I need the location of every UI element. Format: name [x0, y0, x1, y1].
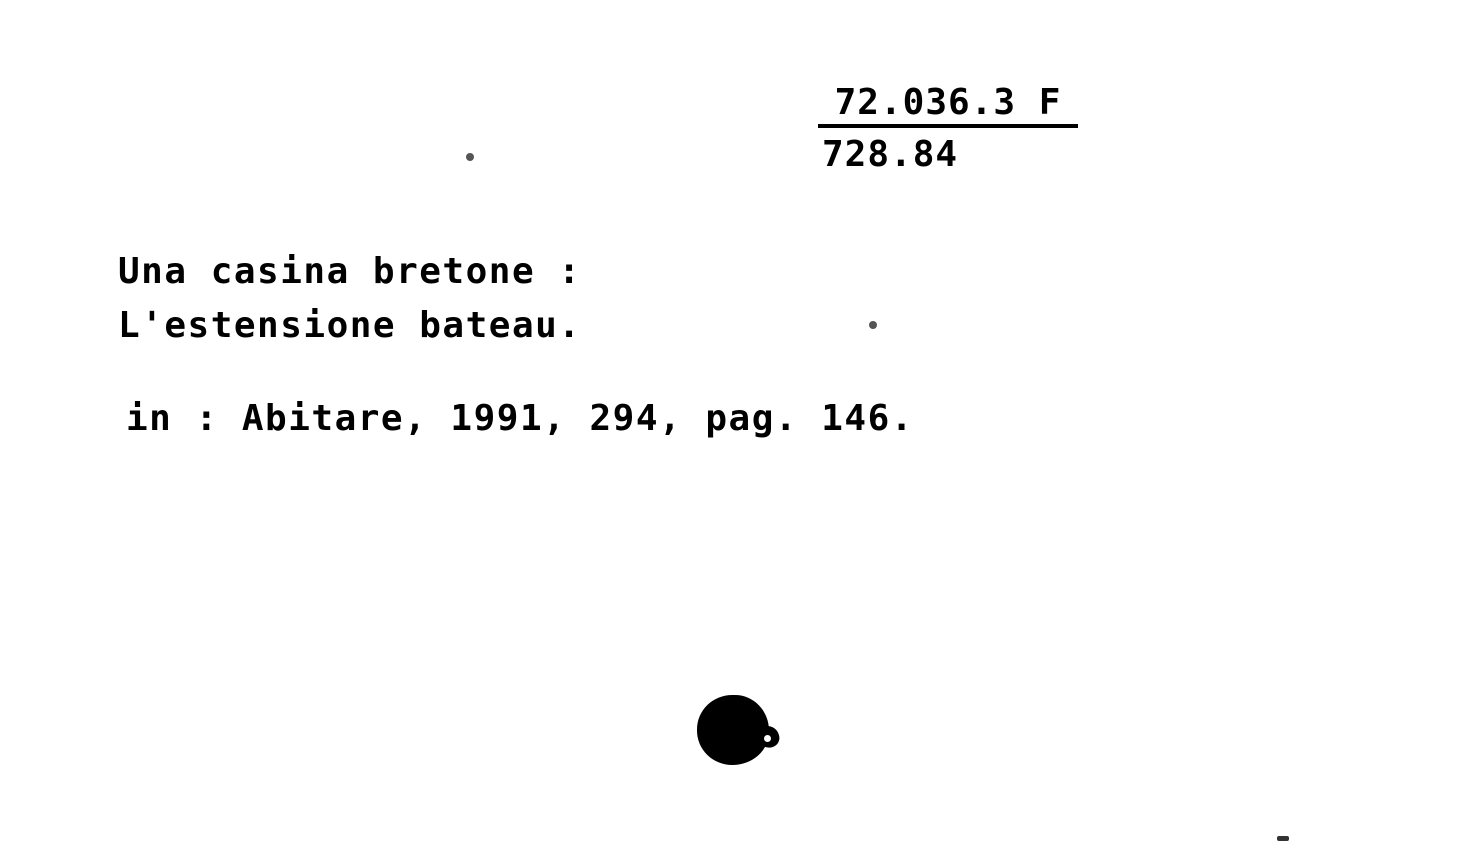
call-number-main: 72.036.3 F [818, 84, 1078, 128]
source-citation: in : Abitare, 1991, 294, pag. 146. [126, 398, 914, 439]
ink-blob-highlight-artifact [764, 735, 771, 742]
dust-speck-middle-artifact [869, 321, 877, 329]
title-line-2: L'estensione bateau. [118, 305, 582, 346]
dust-speck-top-artifact [466, 153, 474, 161]
title-line-1: Una casina bretone : [118, 251, 582, 292]
call-number-sub: 728.84 [822, 133, 959, 175]
call-number-block [818, 84, 1078, 177]
dust-speck-corner-artifact [1277, 836, 1289, 841]
title-block [118, 245, 1018, 353]
